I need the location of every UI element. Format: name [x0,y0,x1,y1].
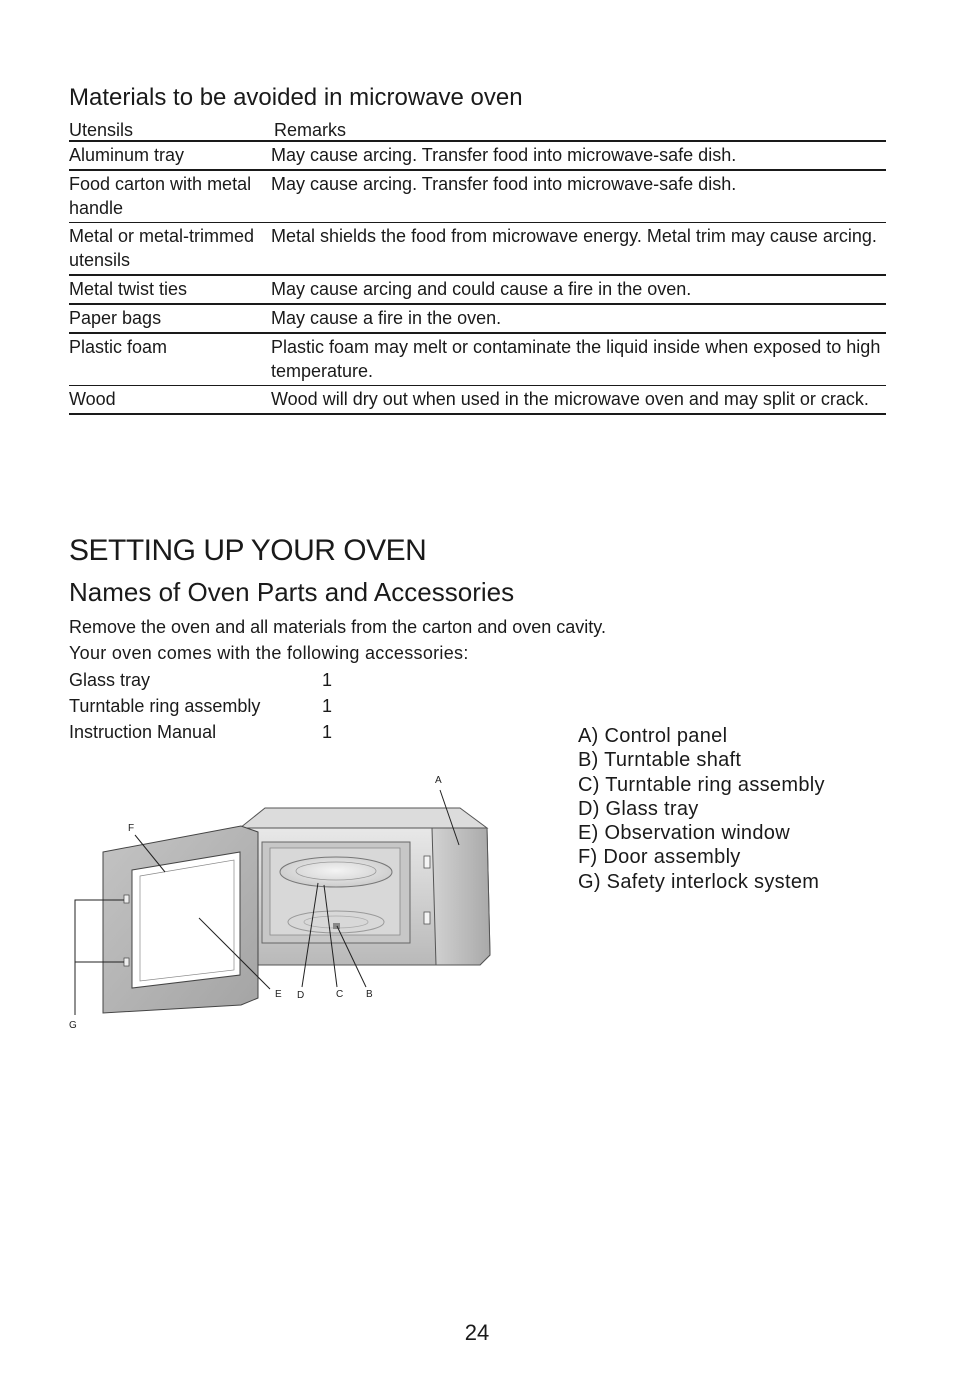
door-assembly [103,826,258,1013]
table-row [69,333,886,386]
remark-cell: May cause a fire in the oven. [271,304,886,333]
remark-cell: May cause arcing. Transfer food into microwave-safe dish. [271,170,886,223]
table-row [69,275,886,304]
utensil-cell: Plastic foam [69,333,271,386]
glass-tray [280,857,392,887]
accessory-qty: 1 [322,696,333,716]
callout-b: B [366,989,373,1000]
accessory-name: Turntable ring assembly [69,696,261,716]
section-subtitle: Names of Oven Parts and Accessories [69,577,515,607]
table-row [69,141,886,170]
callout-d: D [297,990,305,1001]
table-row [69,386,886,415]
remark-cell: May cause arcing. Transfer food into microwave-safe dish. [271,141,886,170]
part-item: G) Safety interlock system [578,870,820,893]
page-number: 24 [464,1320,490,1345]
oven-diagram [60,765,510,1040]
intro-line-accessories: Your oven comes with the following accessories: [69,643,469,663]
callout-g: G [69,1020,77,1031]
materials-table [69,120,886,415]
part-item: D) Glass tray [578,797,699,820]
utensil-cell: Metal or metal-trimmed utensils [69,223,271,276]
section-title: SETTING UP YOUR OVEN [69,534,427,567]
accessory-name: Instruction Manual [69,722,217,742]
part-item: C) Turntable ring assembly [578,773,825,796]
interlock-latch [124,958,129,966]
accessory-name: Glass tray [69,670,151,690]
part-item: E) Observation window [578,822,790,845]
part-item: F) Door assembly [578,846,741,869]
interlock-latch [124,895,129,903]
intro-line-remove: Remove the oven and all materials from the carton and oven cavity. [69,617,606,637]
callout-a: A [435,775,442,786]
observation-window [132,852,240,988]
callout-c: C [336,989,344,1000]
callout-e: E [275,989,282,1000]
utensil-cell: Aluminum tray [69,141,271,170]
utensil-cell: Food carton with metal handle [69,170,271,223]
column-header-remarks: Remarks [271,120,886,141]
table-header-row [69,120,886,141]
remark-cell: Metal shields the food from microwave energy. Metal trim may cause arcing. [271,223,886,276]
accessory-qty: 1 [322,670,333,690]
part-item: B) Turntable shaft [578,749,742,772]
remark-cell: Wood will dry out when used in the microwave oven and may split or crack. [271,386,886,415]
column-header-utensils: Utensils [69,120,271,141]
utensil-cell: Metal twist ties [69,275,271,304]
oven-body [240,808,490,965]
remark-cell: Plastic foam may melt or contaminate the liquid inside when exposed to high temperature. [271,333,886,386]
parts-list [578,724,825,894]
remark-cell: May cause arcing and could cause a fire in the oven. [271,275,886,304]
materials-heading: Materials to be avoided in microwave oven [69,84,523,111]
utensil-cell: Paper bags [69,304,271,333]
part-item: A) Control panel [578,725,728,747]
accessory-qty: 1 [322,722,333,742]
table-row [69,304,886,333]
utensil-cell: Wood [69,386,271,415]
callout-f: F [128,823,135,834]
table-row [69,223,886,276]
table-row [69,170,886,223]
turntable-shaft [333,923,340,929]
